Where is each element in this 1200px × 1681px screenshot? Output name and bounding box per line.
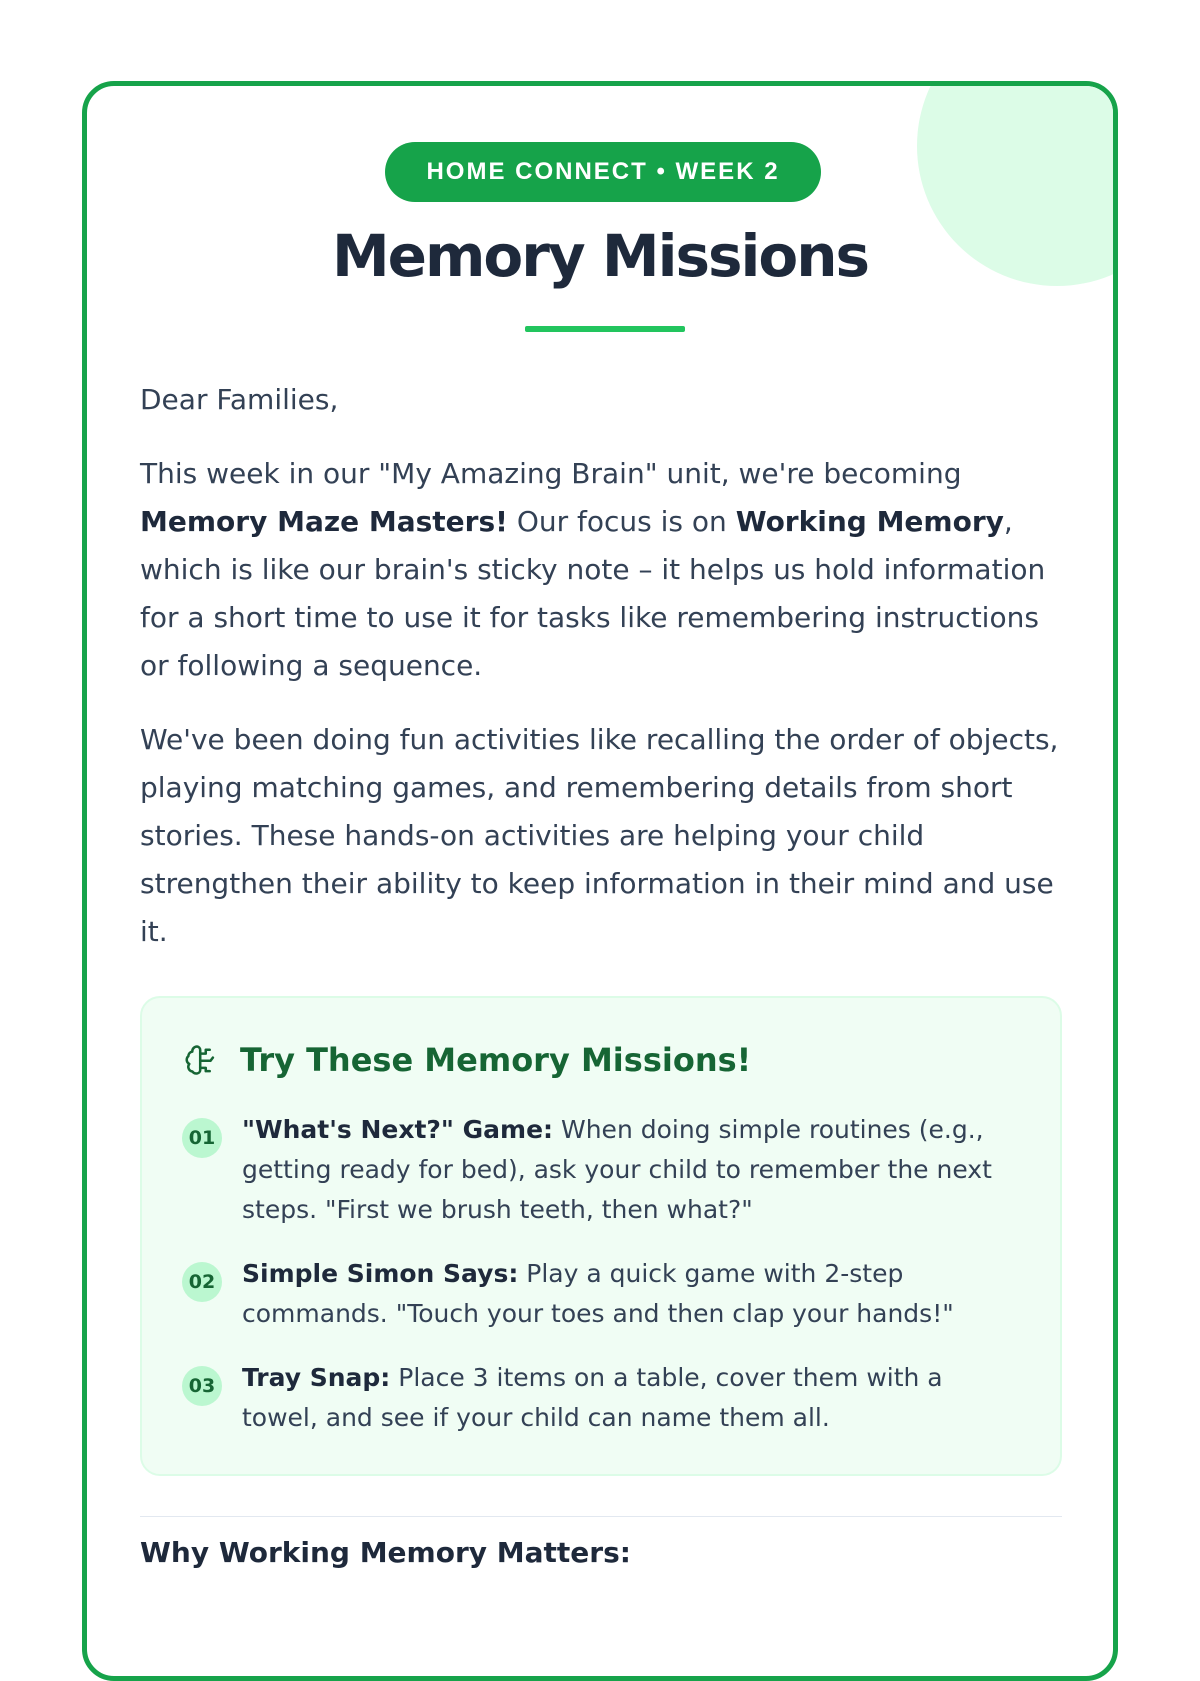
intro-text-2: Our focus is on (507, 505, 736, 538)
intro-paragraph (140, 450, 1065, 690)
mission-text (242, 1254, 1022, 1334)
newsletter-card (82, 81, 1118, 1681)
page-title: Memory Missions (331, 222, 869, 290)
mission-label: Tray Snap: (242, 1363, 391, 1392)
why-heading: Why Working Memory Matters: (140, 1536, 631, 1569)
title-underline (525, 326, 685, 332)
intro-bold-2: Working Memory (735, 505, 1004, 538)
intro-bold-1: Memory Maze Masters! (140, 505, 508, 538)
missions-panel (140, 996, 1062, 1476)
mission-text (242, 1110, 1022, 1230)
mission-label: "What's Next?" Game: (242, 1115, 554, 1144)
mission-description: Play a quick game with 2-step commands. "Touch your toes and then clap your hands!" (242, 1259, 954, 1328)
mission-description: When doing simple routines (e.g., getting ready for bed), ask your child to remember the next steps. "First we brush teeth, then what?" (242, 1115, 992, 1224)
intro-text-3: , which is like our brain's sticky note – it helps us hold information for a short time to use it for tasks like remembering instructions or following a sequence. (140, 505, 1046, 682)
intro-text-1: This week in our "My Amazing Brain" unit, we're becoming (140, 457, 962, 490)
greeting: Dear Families, (140, 383, 339, 416)
brain-icon (182, 1041, 220, 1079)
activities-paragraph: We've been doing fun activities like recalling the order of objects, playing matching games, and remembering details from short stories. These hands-on activities are helping your child strengthen their ability to keep information in their mind and use it. (140, 723, 1059, 948)
mission-number: 03 (182, 1366, 222, 1406)
missions-title: Try These Memory Missions! (240, 1041, 752, 1079)
section-divider (140, 1516, 1062, 1517)
missions-header (182, 1038, 751, 1082)
mission-text (242, 1358, 1022, 1438)
mission-number: 01 (182, 1118, 222, 1158)
mission-label: Simple Simon Says: (242, 1259, 519, 1288)
mission-description: Place 3 items on a table, cover them with a towel, and see if your child can name them all. (242, 1363, 943, 1432)
week-badge: HOME CONNECT • WEEK 2 (385, 142, 821, 202)
letter-body (140, 376, 1065, 956)
mission-number: 02 (182, 1262, 222, 1302)
